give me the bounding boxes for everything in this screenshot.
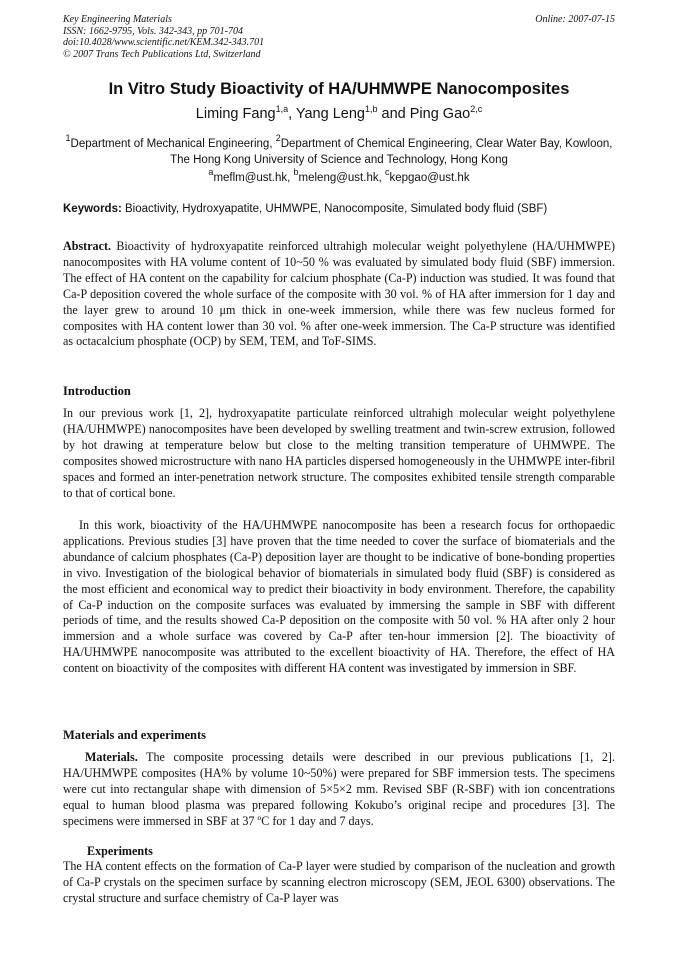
section-heading-introduction: Introduction [63,384,131,398]
author-name: Liming Fang [195,106,276,122]
author-superscript: 2,c [470,104,483,114]
affiliation-superscript: 1 [65,133,71,143]
email-superscript: b [293,167,299,177]
author-name: Yang Leng [295,106,365,122]
paper-title: In Vitro Study Bioactivity of HA/UHMWPE Nanocomposites [108,80,570,98]
affiliations [62,130,616,168]
email-link[interactable]: meleng@ust.hk, [298,172,385,184]
affiliation-text: Department of Mechanical Engineering, [70,138,276,150]
keywords [63,203,623,215]
author-separator: , [288,106,296,122]
author-emails [0,167,678,184]
email-superscript: a [208,167,214,177]
abstract [63,239,615,350]
journal-name: Key Engineering Materials [63,14,172,25]
abstract-label: Abstract. [63,239,112,253]
abstract-text: Bioactivity of hydroxyapatite reinforced ultrahigh molecular weight polyethylene (HA/UHMWPE) nanocomposites with HA volume content of 10~50 % was evaluated by simulated body fluid (SBF) immersion. The effect of HA content on the capability for calcium phosphate (Ca-P) induction was studied. It was found that Ca-P deposition covered the whole surface of the composite with 30 vol. % of HA after immersion for 1 day and the layer grew to around 10 μm thick in one-week immersion, while there was few nucleus formed for composites with HA content lower than 30 vol. % after one-week immersion. The Ca-P structure was identified as octacalcium phosphate (OCP) by SEM, TEM, and ToF-SIMS. [63,239,615,349]
journal-header [63,14,264,60]
paragraph: The HA content effects on the formation of Ca-P layer were studied by comparison of the nucleation and growth of Ca-P crystals on the specimen surface by scanning electron microscopy (SEM, JEOL 6300) observations. The crystal structure and surface chemistry of Ca-P layer was [63,859,615,905]
paragraph [63,750,615,830]
author-separator: and [377,106,410,122]
subsection-lead: Materials. [85,750,138,764]
affiliation-text: Department of Chemical Engineering, Clear Water Bay, Kowloon, The Hong Kong University of Science and Technology, Hong Kong [170,138,613,166]
paragraph: In our previous work [1, 2], hydroxyapatite particulate reinforced ultrahigh molecular weight polyethylene (HA/UHMWPE) nanocomposites have been developed by swelling treatment and twin-screw extrusion, followed by hot drawing at temperature below but close to the melting transition temperature of UHMWPE. The composites showed microstructure with nano HA particles dispersed homogeneously in the UHMWPE inter-fibril spaces and formed an inter-penetration network structure. The composites exhibited tensile strength comparable to that of cortical bone. [63,406,615,500]
author-list [0,104,678,122]
paragraph-text: The composite processing details were described in our previous publications [1, 2]. HA/UHMWPE composites (HA% by volume 10~50%) were prepared for SBF immersion tests. The specimens were cut into rectangular shape with dimension of 5×5×2 mm. Revised SBF (R-SBF) with ion concentrations equal to human blood plasma was prepared following Kokubo’s original recipe and procedures [3]. The specimens were immersed in SBF at 37 ºC for 1 day and 7 days. [63,750,615,828]
author-superscript: 1,b [364,104,378,114]
author-superscript: 1,a [275,104,289,114]
subsection-heading-experiments: Experiments [87,844,153,858]
doi-line: doi:10.4028/www.scientific.net/KEM.342-343.701 [63,37,265,48]
affiliation-superscript: 2 [275,133,281,143]
paragraph: In this work, bioactivity of the HA/UHMWPE nanocomposite has been a research focus for orthopaedic applications. Previous studies [3] have proven that the time needed to cover the surface of biomaterials and the abundance of calcium phosphates (Ca-P) deposition layer are thought to be indicative of bone-bonding properties in vivo. Investigation of the biological behavior of biomaterials in simulated body fluid (SBF) is considered as the most efficient and economical way to predict their bioactivity in body environment. Therefore, the capability of Ca-P induction on the composite surfaces was evaluated by immersing the sample in SBF with different periods of time, and the results showed Ca-P deposition on the composite with 50 vol. % HA after only 2 hour immersion and a whole surface was covered by Ca-P after ten-hour immersion [2]. The bioactivity of HA/UHMWPE nanocomposite was attributed to the excellent bioactivity of HA. Therefore, the effect of HA content on bioactivity of the composites with different HA content was investigated by immersion in SBF. [63,518,615,676]
email-superscript: c [384,167,390,177]
copyright-line: © 2007 Trans Tech Publications Ltd, Switzerland [63,48,261,60]
email-link[interactable]: kepgao@ust.hk [389,172,470,184]
author-name: Ping Gao [409,106,471,122]
online-date: Online: 2007-07-15 [535,14,615,25]
email-link[interactable]: meflm@ust.hk, [213,172,294,184]
keywords-text: Bioactivity, Hydroxyapatite, UHMWPE, Nanocomposite, Simulated body fluid (SBF) [121,203,548,215]
section-heading-materials: Materials and experiments [63,728,207,742]
issn-line: ISSN: 1662-9795, Vols. 342-343, pp 701-704 [63,25,243,37]
keywords-label: Keywords: [63,203,122,215]
